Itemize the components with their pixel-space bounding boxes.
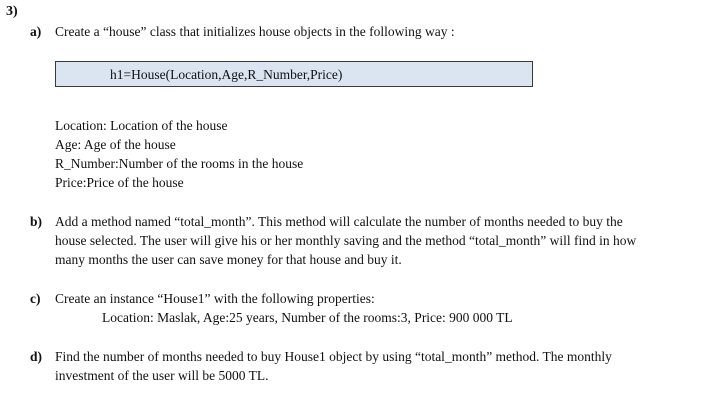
definition-age: Age: Age of the house	[55, 137, 176, 152]
definition-r-number: R_Number:Number of the rooms in the house	[55, 156, 304, 171]
definition-price: Price:Price of the house	[55, 175, 184, 190]
part-c-text: Create an instance “House1” with the following properties:	[55, 291, 375, 306]
part-a-label: a)	[30, 24, 42, 39]
part-b-label: b)	[30, 214, 43, 229]
part-d-label: d)	[30, 349, 43, 364]
part-a-text: Create a “house” class that initializes house objects in the following way :	[55, 24, 455, 39]
part-c-label: c)	[30, 291, 41, 306]
part-b-line-2: house selected. The user will give his or her monthly saving and the method “total_month” will find in how	[55, 233, 637, 248]
code-box	[55, 61, 533, 87]
part-b-line-1: Add a method named “total_month”. This method will calculate the number of months needed to buy the	[55, 214, 623, 229]
part-d-line-1: Find the number of months needed to buy House1 object by using “total_month” method. The monthly	[55, 349, 612, 364]
part-d-line-2: investment of the user will be 5000 TL.	[55, 368, 269, 383]
part-c-properties: Location: Maslak, Age:25 years, Number of the rooms:3, Price: 900 000 TL	[102, 310, 513, 325]
question-number: 3)	[6, 4, 18, 19]
definition-location: Location: Location of the house	[55, 118, 228, 133]
part-b-line-3: many months the user can save money for that house and buy it.	[55, 252, 402, 267]
code-line: h1=House(Location,Age,R_Number,Price)	[110, 67, 343, 82]
